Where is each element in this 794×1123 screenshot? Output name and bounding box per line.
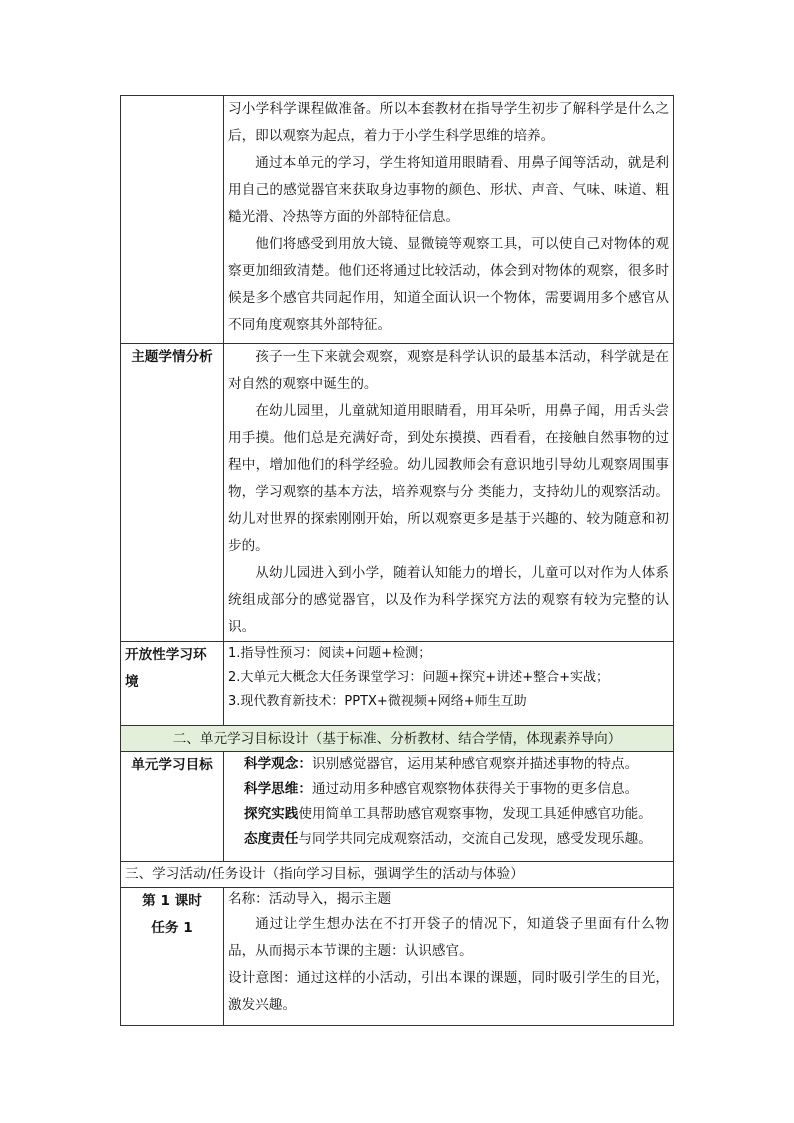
goal-item: 科学思维：通过动用多种感官观察物体获得关于事物的更多信息。 — [244, 781, 639, 797]
analysis-paragraph: 孩子一生下来就会观察，观察是科学认识的最基本活动，科学就是在对自然的观察中诞生的。 — [228, 349, 669, 392]
top-block-row — [121, 96, 674, 344]
section-2-row — [121, 726, 674, 752]
goal-item: 探究实践使用简单工具帮助感官观察事物，发现工具延伸感官功能。 — [244, 806, 652, 822]
lesson-plan-table — [120, 95, 674, 1026]
task-1-row — [121, 888, 674, 1026]
task-1-session: 第 1 课时 — [142, 893, 202, 909]
goals-content — [224, 752, 674, 862]
top-block-label — [121, 96, 224, 344]
goals-label: 单元学习目标 — [121, 752, 224, 862]
environment-content — [224, 642, 674, 726]
top-block-content — [224, 96, 674, 344]
task-1-name: 名称：活动导入，揭示主题 — [228, 891, 392, 907]
section-3-title: 三、学习活动/任务设计（指向学习目标，强调学生的活动与体验） — [121, 862, 674, 888]
task-1-body: 通过让学生想办法在不打开袋子的情况下，知道袋子里面有什么物品，从而揭示本节课的主题：认识感官。 — [228, 916, 669, 959]
analysis-label: 主题学情分析 — [121, 344, 224, 642]
goal-item: 科学观念：识别感觉器官，运用某种感官观察并描述事物的特点。 — [244, 756, 639, 772]
section-3-row — [121, 862, 674, 888]
environment-label: 开放性学习环境 — [121, 642, 224, 726]
analysis-row — [121, 344, 674, 642]
environment-row — [121, 642, 674, 726]
task-1-number: 任务 1 — [151, 920, 193, 936]
analysis-content — [224, 344, 674, 642]
top-paragraph: 习小学科学课程做准备。所以本套教材在指导学生初步了解科学是什么之后，即以观察为起点，着力于小学生科学思维的培养。 — [228, 101, 669, 144]
goal-item: 态度责任与同学共同完成观察活动，交流自己发现，感受发现乐趣。 — [244, 831, 652, 847]
task-1-label — [121, 888, 224, 1026]
environment-item: 2.大单元大概念大任务课堂学习：问题+探究+讲述+整合+实战； — [228, 670, 609, 685]
analysis-paragraph: 从幼儿园进入到小学，随着认知能力的增长，儿童可以对作为人体系统组成部分的感觉器官，以及作为科学探究方法的观察有较为完整的认识。 — [228, 565, 669, 635]
top-paragraph: 他们将感受到用放大镜、显微镜等观察工具，可以使自己对物体的观察更加细致清楚。他们还将通过比较活动，体会到对物体的观察，很多时候是多个感官共同起作用，知道全面认识一个物体，需要调用多个感官从不同角度观察其外部特征。 — [228, 236, 669, 333]
analysis-paragraph: 在幼儿园里，儿童就知道用眼睛看，用耳朵听，用鼻子闻，用舌头尝用手摸。他们总是充满好奇，到处东摸摸、西看看，在接触自然事物的过程中，增加他们的科学经验。幼儿园教师会有意识地引导幼儿观察周围事物，学习观察的基本方法，培养观察与分 类能力，支持幼儿的观察活动。幼儿对世界的探索刚刚开始，所以观察更多是基于兴趣的、较为随意和初步的。 — [228, 403, 669, 554]
environment-item: 1.指导性预习：阅读+问题+检测； — [228, 646, 432, 661]
task-1-design: 设计意图：通过这样的小活动，引出本课的课题，同时吸引学生的目光，激发兴趣。 — [228, 970, 669, 1013]
environment-item: 3.现代教育新技术：PPTX+微视频+网络+师生互助 — [228, 694, 527, 709]
top-paragraph: 通过本单元的学习，学生将知道用眼睛看、用鼻子闻等活动，就是利用自己的感觉器官来获取身边事物的颜色、形状、声音、气味、味道、粗糙光滑、冷热等方面的外部特征信息。 — [228, 155, 669, 225]
goals-row — [121, 752, 674, 862]
section-2-title: 二、单元学习目标设计（基于标准、分析教材、结合学情，体现素养导向） — [121, 726, 674, 752]
task-1-content — [224, 888, 674, 1026]
